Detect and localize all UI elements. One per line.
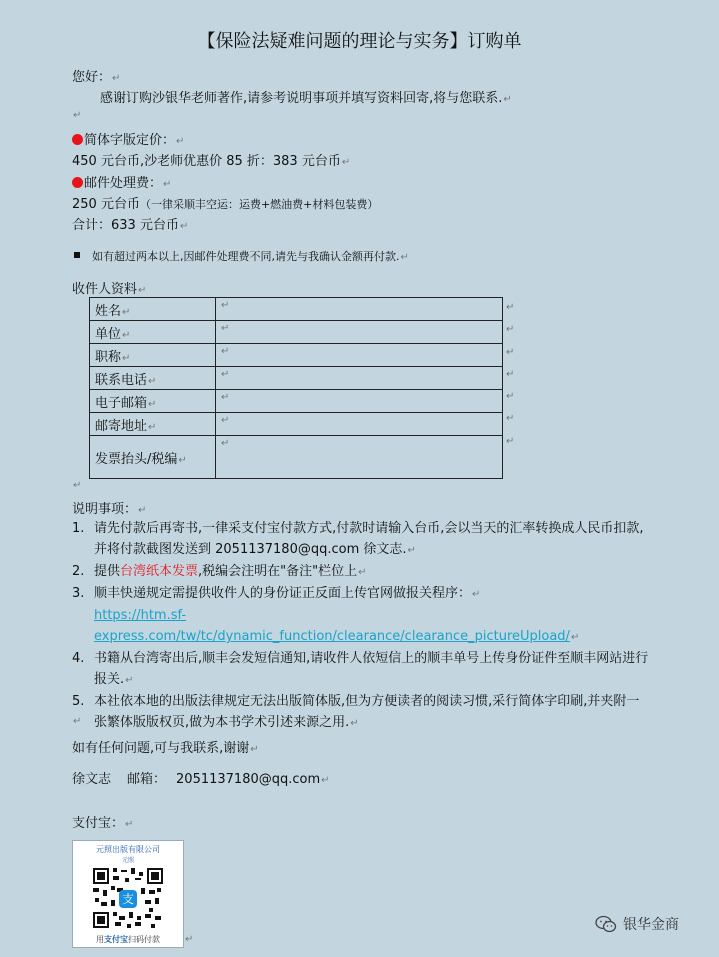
list-item: 5. 本社依本地的出版法律规定无法出版简体版,但为方便读者的阅读习惯,采行简体字印刷,并夹附一张繁体版版权页,做为本书学术引述来源之用.↵ <box>72 694 640 730</box>
email-field[interactable]: ↵ <box>216 390 503 413</box>
blank-paragraph: ↵ <box>73 480 82 491</box>
row-label-company: 单位↵ <box>90 321 216 344</box>
price-line: 450 元台币,沙老师优惠价 85 折：383 元台币↵ <box>72 154 351 169</box>
address-field[interactable]: ↵ <box>216 413 503 436</box>
row-label-email: 电子邮箱↵ <box>90 390 216 413</box>
blank-paragraph: ↵ <box>73 716 82 727</box>
row-label-name: 姓名↵ <box>90 298 216 321</box>
notes-heading: 说明事项：↵ <box>72 502 147 517</box>
watermark-text: 银华金商 <box>623 917 679 933</box>
row-label-address: 邮寄地址↵ <box>90 413 216 436</box>
row-label-phone: 联系电话↵ <box>90 367 216 390</box>
wechat-watermark <box>595 914 679 934</box>
price-heading: 简体字版定价：↵ <box>72 129 184 148</box>
red-bullet-icon <box>72 134 83 145</box>
page-title: 【保险法疑难问题的理论与实务】订购单 <box>197 31 522 52</box>
greeting: 您好：↵ <box>72 70 121 85</box>
row-end-mark: ↵ <box>506 369 515 380</box>
row-end-mark: ↵ <box>506 302 515 313</box>
row-end-mark: ↵ <box>506 436 515 447</box>
blank-paragraph: ↵ <box>185 934 194 945</box>
table-row <box>90 436 503 479</box>
svg-text:支: 支 <box>121 892 135 906</box>
table-row <box>90 298 503 321</box>
phone-field[interactable]: ↵ <box>216 367 503 390</box>
qr-code-icon <box>91 866 165 930</box>
table-row <box>90 413 503 436</box>
intro-text: 感谢订购沙银华老师著作,请参考说明事项并填写资料回寄,将与您联系.↵ <box>100 91 512 106</box>
invoice-field[interactable]: ↵ <box>216 436 503 479</box>
company-field[interactable]: ↵ <box>216 321 503 344</box>
closing-text: 如有任何问题,可与我联系,谢谢↵ <box>72 741 259 756</box>
row-end-mark: ↵ <box>506 391 515 402</box>
row-end-mark: ↵ <box>506 324 515 335</box>
recipient-heading: 收件人资料↵ <box>72 282 147 297</box>
row-label-invoice: 发票抬头/税编↵ <box>90 436 216 479</box>
alipay-qr-code: 元照出版有限公司 元照 支 用支付宝扫码付款 <box>72 840 184 948</box>
list-item: 1. 请先付款后再寄书,一律采支付宝付款方式,付款时请输入台币,会以当天的汇率转换成人民币扣款,并将付款截图发送到 2051137180@qq.com 徐文志.↵ <box>72 521 644 557</box>
contact-email[interactable]: 2051137180@qq.com <box>176 772 321 787</box>
qr-caption: 用支付宝扫码付款 <box>96 935 160 944</box>
blank-paragraph: ↵ <box>73 110 82 121</box>
row-end-mark: ↵ <box>506 347 515 358</box>
table-row <box>90 321 503 344</box>
name-field[interactable]: ↵ <box>216 298 503 321</box>
wechat-icon <box>595 915 617 933</box>
notes-list <box>72 518 652 734</box>
mail-fee-heading: 邮件处理费：↵ <box>72 172 171 191</box>
list-item: 2. 提供台湾纸本发票,税编会注明在"备注"栏位上↵ <box>72 564 367 579</box>
recipient-table <box>89 297 503 479</box>
mail-fee-line: 250 元台币（一律采顺丰空运：运费+燃油费+材料包装费） <box>72 197 379 212</box>
table-row <box>90 390 503 413</box>
total-line: 合计：633 元台币↵ <box>72 218 189 233</box>
red-bullet-icon <box>72 177 83 188</box>
row-label-title: 职称↵ <box>90 344 216 367</box>
notice: 如有超过两本以上,因邮件处理费不同,请先与我确认金额再付款.↵ <box>74 248 409 264</box>
row-end-mark: ↵ <box>506 413 515 424</box>
table-row <box>90 344 503 367</box>
paper-invoice-highlight: 台湾纸本发票 <box>120 564 199 579</box>
list-item: 4. 书籍从台湾寄出后,顺丰会发短信通知,请收件人依短信上的顺丰单号上传身份证件至顺丰网站进行报关.↵ <box>72 651 649 687</box>
list-item: 3. 顺丰快递规定需提供收件人的身份证正反面上传官网做报关程序：↵ https://htm.sf-express.com/tw/tc/dynamic_function/clearance/clearance_pictureUpload/↵ <box>72 586 580 644</box>
job-title-field[interactable]: ↵ <box>216 344 503 367</box>
alipay-label: 支付宝：↵ <box>72 816 134 831</box>
square-bullet-icon <box>74 252 80 258</box>
contact-line: 徐文志 邮箱： 2051137180@qq.com↵ <box>72 772 330 787</box>
sf-express-upload-link[interactable]: https://htm.sf-express.com/tw/tc/dynamic_function/clearance/clearance_pictureUpload/ <box>94 608 570 644</box>
table-row <box>90 367 503 390</box>
